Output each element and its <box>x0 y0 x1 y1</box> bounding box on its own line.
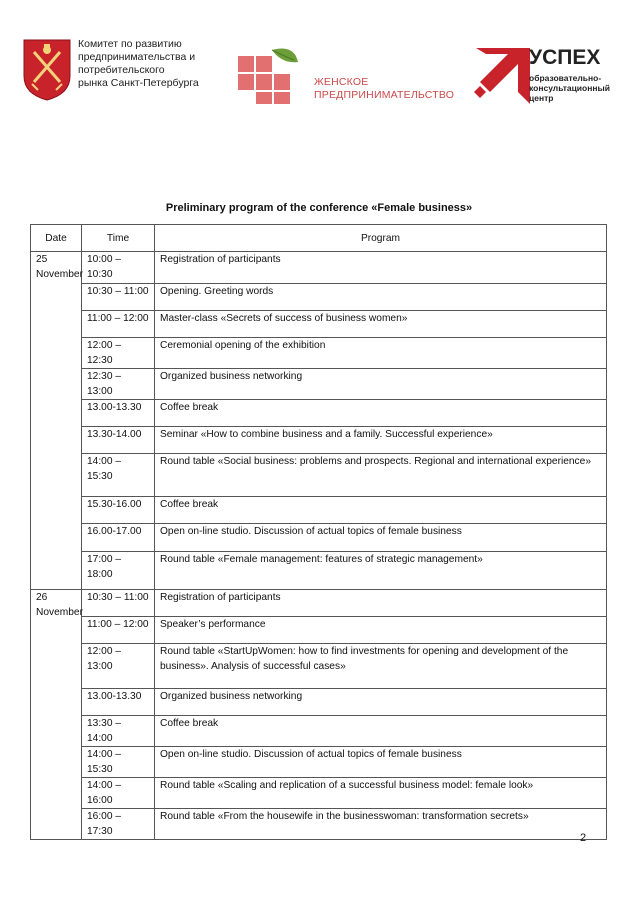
time-cell: 10:00 – 10:30 <box>82 252 155 284</box>
table-row <box>31 284 607 311</box>
time-cell: 12:00 – 12:30 <box>82 338 155 369</box>
female-logo-text <box>314 76 454 102</box>
table-row <box>31 454 607 497</box>
time-cell: 13.00-13.30 <box>82 689 155 716</box>
program-cell: Ceremonial opening of the exhibition <box>155 338 607 369</box>
time-cell: 13:30 – 14:00 <box>82 716 155 747</box>
program-cell: Organized business networking <box>155 369 607 400</box>
time-cell: 13.30-14.00 <box>82 427 155 454</box>
program-cell: Opening. Greeting words <box>155 284 607 311</box>
header-time: Time <box>82 225 155 252</box>
table-header-row <box>31 225 607 252</box>
program-cell: Speaker’s performance <box>155 617 607 644</box>
program-cell: Round table «Scaling and replication of a successful business model: female look» <box>155 778 607 809</box>
program-cell: Registration of participants <box>155 590 607 617</box>
table-row <box>31 524 607 552</box>
committee-line: предпринимательства и <box>78 51 196 63</box>
squares-leaf-icon <box>232 46 312 106</box>
program-cell: Master-class «Secrets of success of business women» <box>155 311 607 338</box>
program-cell: Round table «From the housewife in the businesswoman: transformation secrets» <box>155 809 607 840</box>
program-cell: Round table «Social business: problems and prospects. Regional and international experience» <box>155 454 607 497</box>
day-date: 25 November <box>31 252 82 590</box>
program-cell: Coffee break <box>155 716 607 747</box>
program-cell: Round table «Female management: features of strategic management» <box>155 552 607 590</box>
program-cell: Open on-line studio. Discussion of actual topics of female business <box>155 524 607 552</box>
table-row <box>31 252 607 284</box>
header-date: Date <box>31 225 82 252</box>
coat-of-arms-icon <box>22 38 72 102</box>
time-cell: 12:30 – 13:00 <box>82 369 155 400</box>
committee-logo <box>22 38 212 108</box>
program-cell: Organized business networking <box>155 689 607 716</box>
time-cell: 14:00 – 15:30 <box>82 454 155 497</box>
time-cell: 17:00 – 18:00 <box>82 552 155 590</box>
committee-line: Комитет по развитию <box>78 38 182 50</box>
program-cell: Coffee break <box>155 400 607 427</box>
time-cell: 14:00 – 15:30 <box>82 747 155 778</box>
time-cell: 16:00 – 17:30 <box>82 809 155 840</box>
program-cell: Round table «StartUpWomen: how to find investments for opening and development of the business». Analysis of successful cases» <box>155 644 607 689</box>
program-table <box>30 224 607 840</box>
time-cell: 14:00 – 16:00 <box>82 778 155 809</box>
table-row <box>31 497 607 524</box>
table-row <box>31 689 607 716</box>
table-row <box>31 369 607 400</box>
program-cell: Open on-line studio. Discussion of actual topics of female business <box>155 747 607 778</box>
table-row <box>31 427 607 454</box>
uspeh-subtitle-line: центр <box>529 93 554 103</box>
program-cell: Coffee break <box>155 497 607 524</box>
document-title: Preliminary program of the conference «Female business» <box>165 202 473 214</box>
time-cell: 10:30 – 11:00 <box>82 284 155 311</box>
uspeh-logo <box>472 46 622 116</box>
uspeh-subtitle <box>529 73 610 103</box>
table-row <box>31 311 607 338</box>
logo-strip <box>0 0 638 130</box>
time-cell: 12:00 – 13:00 <box>82 644 155 689</box>
program-cell: Registration of participants <box>155 252 607 284</box>
table-row <box>31 590 607 617</box>
female-logo-line: ЖЕНСКОЕ <box>314 76 369 88</box>
uspeh-title: УСПЕХ <box>529 46 601 69</box>
arrow-icon <box>472 46 532 110</box>
committee-name <box>78 38 213 90</box>
table-row <box>31 644 607 689</box>
day-date: 26 November <box>31 590 82 840</box>
female-logo-line: ПРЕДПРИНИМАТЕЛЬСТВО <box>314 89 455 101</box>
program-cell: Seminar «How to combine business and a family. Successful experience» <box>155 427 607 454</box>
time-cell: 11:00 – 12:00 <box>82 617 155 644</box>
table-row <box>31 778 607 809</box>
table-row <box>31 552 607 590</box>
committee-line: рынка Санкт-Петербурга <box>78 77 199 89</box>
table-row <box>31 809 607 840</box>
committee-line: потребительского <box>78 64 165 76</box>
header-program: Program <box>155 225 607 252</box>
time-cell: 13.00-13.30 <box>82 400 155 427</box>
female-entrepreneurship-logo <box>232 46 462 116</box>
table-row <box>31 716 607 747</box>
page-number: 2 <box>580 832 587 844</box>
uspeh-subtitle-line: образовательно- <box>529 73 602 83</box>
table-row <box>31 617 607 644</box>
table-row <box>31 338 607 369</box>
table-row <box>31 400 607 427</box>
uspeh-subtitle-line: консультационный <box>529 83 610 93</box>
time-cell: 11:00 – 12:00 <box>82 311 155 338</box>
time-cell: 10:30 – 11:00 <box>82 590 155 617</box>
time-cell: 15.30-16.00 <box>82 497 155 524</box>
time-cell: 16.00-17.00 <box>82 524 155 552</box>
table-row <box>31 747 607 778</box>
